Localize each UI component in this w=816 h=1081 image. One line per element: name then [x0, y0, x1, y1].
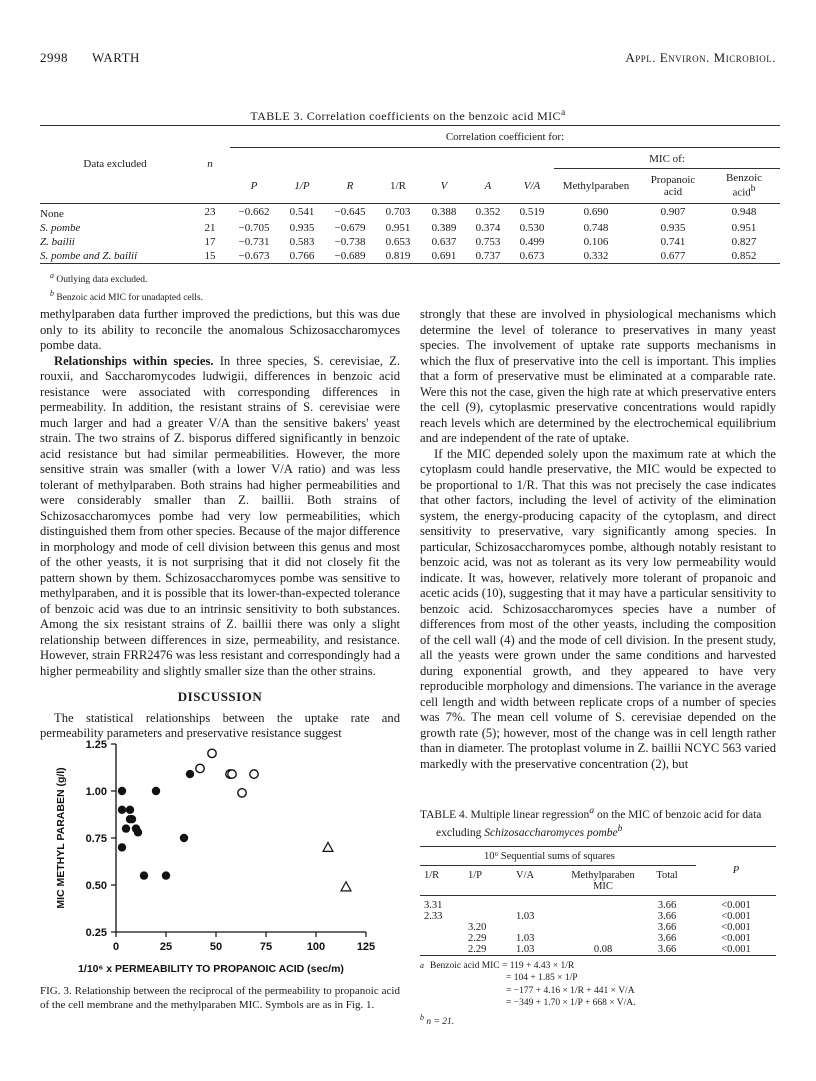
data-point-filled [126, 806, 134, 814]
table3-col-header: 1/P [294, 179, 310, 192]
data-point-open [208, 749, 216, 757]
data-point-filled [140, 871, 148, 879]
table3-cell: 0.948 [731, 206, 757, 218]
data-point-open [238, 789, 246, 797]
right-column [420, 307, 776, 772]
table4-cell [420, 922, 468, 933]
table3-col-header: Propanoic acid [650, 173, 696, 198]
y-tick-label: 1.25 [85, 739, 107, 751]
table3-cell: 0.907 [660, 206, 686, 218]
table3-cell: 0.766 [289, 249, 315, 262]
table4-row [420, 911, 776, 922]
table4-cell: 2.33 [424, 910, 443, 922]
table3-cell: 0.748 [583, 221, 609, 234]
table3-header-n: n [207, 158, 213, 171]
table3-cell: 0.690 [583, 206, 609, 218]
x-tick-label: 50 [209, 941, 223, 953]
right-paragraph-1: strongly that these are involved in physiological mechanisms which determine the level of tolerance to preservatives in many yeast species. The involvement of uptake rate supports mechanisms in which the flux of preservative into the cell is important. This implies that a form of preservative must be eliminated at a comparable rate. Were this not the case, given the high rate at which preservative enters the cell (9), cytoplasmic preservative concentrations would rapidly reach levels which are determined by the electrochemical equilibrium and are independent of the rate of uptake. [420, 307, 776, 445]
table3-title: TABLE 3. Correlation coefficients on the benzoic acid MIC$^a$ [250, 108, 566, 123]
right-paragraph-2: If the MIC depended solely upon the maximum rate at which the cytoplasm could handle preservative, the MIC would be expected to be proportional to 1/R. That this was not precisely the case indicates that other factors, including the level of activity of the elimination system, the energy-producing capacity of the cytoplasm, and direct sensitivity to preservative, vary significantly among species. In particular, Schizosaccharomyces pombe, although notably resistant to benzoic acid, was not as tolerant as its very low permeability would indicate. It was, however, relatively more tolerant of propanoic and acetic acids (10), suggesting that it may have a particular sensitivity to benzoic acid. Schizosaccharomyces species have a number of differences from most of the other yeasts, including the composition of the cell wall (4) and the mode of cell division. In the present study, all the yeasts were grown under the same conditions and harvested during exponential growth, and they appeared to have very reproducible morphology and dimensions. The variance in the average cell length and width between replicate crops of a number of species was 7%. The mean cell volume of S. cerevisiae depended on the growth rate (5); however, most of the change was in cell length rather than in diameter. The protoplast volume in Z. baillii NCYC 563 varied markedly with the preservative concentration (2), but [420, 446, 776, 771]
table4-footnotes [420, 960, 776, 1029]
table4-equation: = 104 + 1.85 × 1/P [506, 973, 578, 984]
data-point-filled [180, 834, 188, 842]
table4-cell: 1.03 [516, 910, 535, 922]
table3-cell-n: 23 [204, 206, 216, 218]
table4-cell: 3.31 [424, 899, 443, 911]
data-point-filled [162, 871, 170, 879]
left-column [40, 307, 400, 742]
table4-row [420, 933, 776, 944]
table3-row [40, 249, 780, 264]
data-point-filled [118, 787, 126, 795]
table4-cell: 3.20 [468, 921, 487, 933]
left-paragraph-2: Relationships within species. In three species, S. cerevisiae, Z. rouxii, and Saccharomycodes ludwigii, differences in benzoic acid resistance were associated with corresponding differences in permeability. In addition, the resistant strains of S. cerevisiae were much larger and had a greater V/A than the sensitive bakers' yeast strain. The two strains of Z. bisporus differed significantly in benzoic acid resistance but had similar permeabilities. However, the more sensitive strain was smaller (with a lower V/A ratio) and was less tolerant of methylparaben. Both strains had higher permeabilities and were considerably smaller than Z. baillii. Both strains of Schizosaccharomyces pombe had very low permeabilities, which distinguished them from other species. Because of the major difference in morphology and mode of cell division between this genus and most of the other yeasts, it is not surprising that it did not closely fit the pattern shown by them. Schizosaccharomyces pombe was sensitive to methylparaben, and it is possible that its lower-than-expected tolerance of benzoic acid was due to an intrinsic sensitivity to both substances. Among the six resistant strains of Z. baillii there was only a slight relationship between differences in size, permeability, and resistance. However, strain FRR2476 was less resistant and correspondingly had a higher permeability and slightly smaller size than the other strains. [40, 353, 400, 678]
table3-cell-excluded: None [40, 207, 64, 220]
data-point-filled [118, 843, 126, 851]
table4-footnote-b: $^b$ n = 21. [420, 1012, 455, 1027]
table3-cell: 0.691 [431, 249, 457, 262]
table3-cell: 0.388 [431, 206, 457, 218]
table3-cell: 0.519 [519, 206, 545, 218]
table3-cell: −0.645 [334, 206, 366, 218]
table3-cell: 0.935 [660, 221, 686, 234]
table3-cell: 0.389 [431, 221, 457, 234]
discussion-heading: DISCUSSION [177, 689, 263, 704]
table4-cell [568, 911, 638, 922]
table3-col-header: A [484, 179, 492, 192]
table3-header-excluded: Data excluded [83, 158, 147, 171]
table3-cell: 0.677 [660, 249, 686, 262]
table4-cell [516, 895, 568, 911]
y-tick-label: 0.50 [85, 880, 107, 892]
table3-cell-excluded: S. pombe [40, 221, 81, 234]
table3-col-header: V [440, 179, 448, 192]
table3-cell: 0.352 [475, 206, 501, 218]
data-point-filled [152, 787, 160, 795]
table4-cell: <0.001 [721, 943, 751, 955]
table4-equation: = −177 + 4.16 × 1/R + 441 × V/A [506, 985, 635, 996]
table3-cell: −0.662 [238, 206, 270, 218]
journal-name: Appl. Environ. Microbiol. [625, 50, 776, 65]
table3-cell: 0.951 [385, 221, 411, 234]
table4-cell: 3.66 [657, 943, 677, 955]
table4-cell [568, 922, 638, 933]
table3 [40, 125, 780, 305]
table4-equation: = −349 + 1.70 × 1/P + 668 × V/A. [506, 998, 636, 1009]
table4-spanner: 10⁶ Sequential sums of squares [420, 846, 696, 865]
table4-row [420, 895, 776, 911]
table4-cell: <0.001 [721, 899, 751, 911]
table3-cell: 0.741 [660, 235, 686, 248]
table4-cell: <0.001 [721, 910, 751, 922]
data-point-triangle [323, 842, 333, 851]
data-point-filled [118, 806, 126, 814]
table3-col-header: P [250, 179, 258, 192]
table4-col-header: 1/R [424, 869, 440, 881]
table3-cell-excluded: S. pombe and Z. bailii [40, 249, 138, 262]
x-tick-label: 25 [159, 941, 173, 953]
table4-cell [420, 944, 468, 956]
table4-cell: 1.03 [516, 943, 535, 955]
table3-cell: 0.541 [289, 206, 315, 218]
data-point-filled [122, 824, 130, 832]
table3-row [40, 221, 780, 235]
data-point-filled [186, 770, 194, 778]
table4-cell: 2.29 [468, 943, 487, 955]
table4-col-header: V/A [516, 869, 535, 881]
left-paragraph-1: methylparaben data further improved the predictions, but this was due only to its ability to reconcile the anomalous Schizosaccharomyces pombe data. [40, 307, 400, 352]
table3-cell: 0.673 [519, 249, 545, 262]
data-point-filled [134, 828, 142, 836]
data-point-triangle [341, 882, 351, 891]
y-tick-label: 0.75 [85, 833, 107, 845]
table3-row [40, 235, 780, 249]
table3-spanner: Correlation coefficient for: [230, 126, 780, 148]
data-point-open [228, 770, 236, 778]
table4-cell [468, 895, 516, 911]
table3-row [40, 203, 780, 221]
table3-cell: −0.689 [334, 249, 366, 262]
table3-cell: 0.703 [385, 206, 411, 218]
data-point-filled [128, 815, 136, 823]
table3-cell: 0.332 [583, 249, 609, 262]
table4-col-header: Total [656, 869, 678, 881]
table3-cell: 0.583 [289, 235, 315, 248]
table3-cell: 0.106 [583, 235, 609, 248]
table4-col-header: Methylparaben MIC [571, 869, 635, 892]
data-point-open [196, 764, 204, 772]
table4-cell [468, 911, 516, 922]
table3-cell-n: 15 [204, 249, 216, 262]
table3-cell-n: 17 [204, 235, 216, 248]
table3-cell: 0.819 [385, 249, 411, 262]
table3-footnote-b: $^b$ Benzoic acid MIC for unadapted cells. [50, 288, 203, 303]
table4-col-header: 1/P [468, 869, 483, 881]
table3-cell: 0.530 [519, 221, 545, 234]
table4-row [420, 944, 776, 956]
table4-cell [420, 933, 468, 944]
table4-col-p: P [732, 865, 740, 877]
table4-cell [516, 922, 568, 933]
table3-cell: 0.935 [289, 221, 315, 234]
table4-cell: 3.66 [657, 899, 677, 911]
table4-footnote-a: a Benzoic acid MIC = 119 + 4.43 × 1/R = 104 + 1.85 × 1/P = −177 + 4.16 × 1/R + 441 × V/A = −349 + 1.70 × 1/P + 668 × V/A. [420, 960, 636, 1009]
table4-cell: 3.66 [657, 921, 677, 933]
x-tick-label: 125 [356, 941, 376, 953]
table4-cell: 3.66 [657, 910, 677, 922]
table3-cell: 0.374 [475, 221, 501, 234]
table3-cell: 0.753 [475, 235, 501, 248]
table3-cell: 0.951 [731, 221, 757, 234]
table3-cell: −0.673 [238, 249, 270, 262]
table3-footnote-a: $^a$ Outlying data excluded. [50, 270, 148, 285]
table4-cell: 0.08 [593, 943, 613, 955]
table4-cell [568, 933, 638, 944]
table3-cell-n: 21 [204, 221, 216, 234]
table4-cell: <0.001 [721, 921, 751, 933]
table3-cell: −0.705 [238, 221, 270, 234]
table3-cell: −0.738 [334, 235, 366, 248]
x-tick-label: 100 [306, 941, 326, 953]
table3-col-header: R [346, 179, 354, 192]
y-tick-label: 0.25 [85, 927, 107, 939]
table3-col-header: V/A [523, 179, 541, 192]
table3-col-header: Benzoic acid$^b$ [725, 172, 763, 200]
table4-cell [568, 895, 638, 911]
table3-cell: 0.653 [385, 235, 411, 248]
table4 [420, 804, 776, 1028]
table3-cell: 0.737 [475, 249, 501, 262]
table3-cell: 0.852 [731, 249, 757, 262]
table4-equation: Benzoic acid MIC = 119 + 4.43 × 1/R [430, 960, 575, 971]
data-point-open [250, 770, 258, 778]
table3-col-header: Methylparaben [562, 179, 630, 192]
table3-cell: −0.731 [238, 235, 270, 248]
x-tick-label: 75 [259, 941, 273, 953]
page-number: 2998 [40, 50, 68, 65]
y-tick-label: 1.00 [85, 786, 107, 798]
table4-row [420, 922, 776, 933]
table4-cell: 2.29 [468, 932, 487, 944]
table4-title: TABLE 4. Multiple linear regression$^a$ on the MIC of benzoic acid for data excluding Schizosaccharomyces pombe$^b$ [420, 806, 762, 839]
left-paragraph-3: The statistical relationships between the uptake rate and permeability parameters and preservative resistance suggest [40, 710, 400, 740]
y-axis-label: MIC METHYL PARABEN (g/l) [55, 767, 67, 909]
table4-cell: <0.001 [721, 932, 751, 944]
table3-mic-spanner: MIC of: [554, 148, 780, 169]
table3-cell-excluded: Z. bailii [40, 235, 75, 248]
x-tick-label: 0 [112, 941, 120, 953]
table4-cell: 1.03 [516, 932, 535, 944]
running-author: WARTH [92, 50, 140, 65]
table3-cell: 0.637 [431, 235, 457, 248]
x-axis-label: 1/10⁶ x PERMEABILITY TO PROPANOIC ACID (sec/m) [78, 963, 344, 975]
fig3-caption: FIG. 3. Relationship between the reciprocal of the permeability to propanoic acid of the cell membrane and the methylparaben MIC. Symbols are as in Fig. 1. [40, 985, 400, 1011]
fig3-chart [40, 736, 380, 984]
table3-cell: 0.827 [731, 235, 757, 248]
table3-col-header: 1/R [390, 179, 406, 192]
table3-cell: −0.679 [334, 221, 366, 234]
table3-cell: 0.499 [519, 235, 545, 248]
table4-cell: 3.66 [657, 932, 677, 944]
